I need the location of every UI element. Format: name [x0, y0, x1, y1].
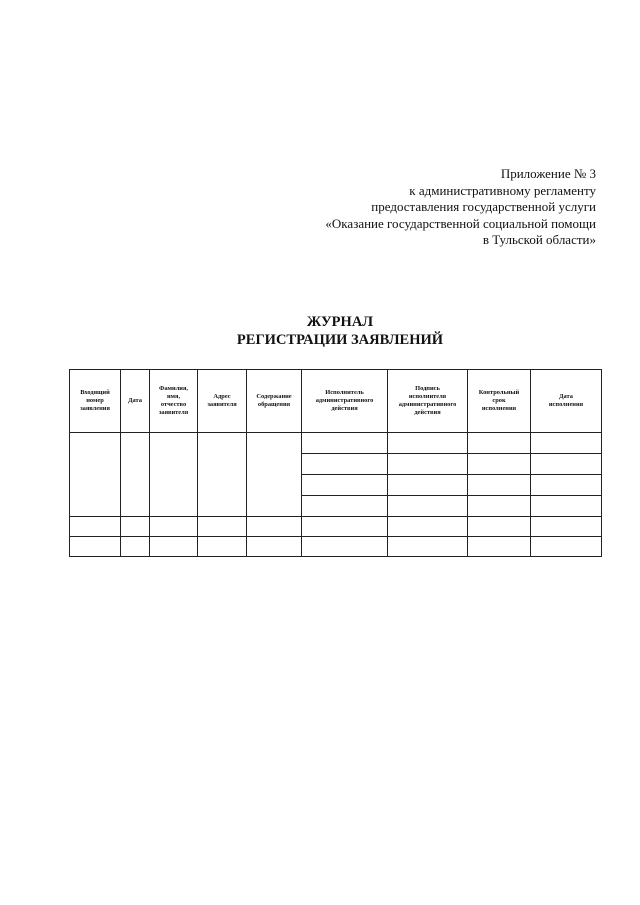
- table-cell: [302, 433, 388, 454]
- table-cell: [302, 537, 388, 557]
- table-cell: [531, 496, 602, 517]
- table-cell: [388, 537, 468, 557]
- title-line-1: ЖУРНАЛ: [306, 314, 374, 330]
- header-executor-signature: Подпись исполнителя административного действия: [388, 370, 468, 433]
- table-cell: [247, 433, 302, 517]
- header-incoming-number: Входящий номер заявления: [70, 370, 121, 433]
- table-cell: [121, 537, 150, 557]
- table-cell: [121, 433, 150, 517]
- table-row: [70, 517, 602, 537]
- table-cell: [388, 517, 468, 537]
- appendix-line: предоставления государственной услуги: [371, 199, 596, 214]
- header-date: Дата: [121, 370, 150, 433]
- appendix-line: в Тульской области»: [482, 232, 596, 247]
- header-action-executor: Исполнитель административного действия: [302, 370, 388, 433]
- table-cell: [302, 475, 388, 496]
- table-cell: [150, 537, 198, 557]
- table-cell: [468, 537, 531, 557]
- table-cell: [198, 433, 247, 517]
- appendix-line: Приложение № 3: [500, 166, 596, 181]
- table-cell: [302, 517, 388, 537]
- document-title: [0, 313, 640, 349]
- table-row: [70, 537, 602, 557]
- table-cell: [150, 433, 198, 517]
- appendix-line: «Оказание государственной социальной помощи: [325, 215, 596, 231]
- table-cell: [302, 454, 388, 475]
- header-control-deadline: Контрольный срок исполнения: [468, 370, 531, 433]
- table-cell: [531, 475, 602, 496]
- table-cell: [247, 537, 302, 557]
- table-cell: [468, 496, 531, 517]
- table-cell: [388, 433, 468, 454]
- header-request-content: Содержание обращения: [247, 370, 302, 433]
- table-cell: [302, 496, 388, 517]
- table-cell: [70, 537, 121, 557]
- table-cell: [468, 454, 531, 475]
- header-applicant-name: Фамилия, имя, отчество заявителя: [150, 370, 198, 433]
- table-cell: [388, 496, 468, 517]
- registration-journal-table: [69, 369, 602, 557]
- table-cell: [531, 454, 602, 475]
- table-cell: [468, 433, 531, 454]
- table-cell: [388, 475, 468, 496]
- table-cell: [468, 475, 531, 496]
- header-execution-date: Дата исполнения: [531, 370, 602, 433]
- table-cell: [247, 517, 302, 537]
- table-cell: [70, 433, 121, 517]
- table-cell: [468, 517, 531, 537]
- header-applicant-address: Адрес заявителя: [198, 370, 247, 433]
- appendix-line: к административному регламенту: [409, 182, 596, 198]
- table-row: [70, 433, 602, 454]
- table-cell: [531, 537, 602, 557]
- title-line-2: РЕГИСТРАЦИИ ЗАЯВЛЕНИЙ: [236, 332, 444, 348]
- table-cell: [150, 517, 198, 537]
- appendix-block: [256, 166, 596, 249]
- table-cell: [198, 517, 247, 537]
- table-cell: [121, 517, 150, 537]
- table-cell: [388, 454, 468, 475]
- table-cell: [70, 517, 121, 537]
- table-cell: [198, 537, 247, 557]
- table-header-row: [70, 370, 602, 433]
- table-cell: [531, 433, 602, 454]
- table-cell: [531, 517, 602, 537]
